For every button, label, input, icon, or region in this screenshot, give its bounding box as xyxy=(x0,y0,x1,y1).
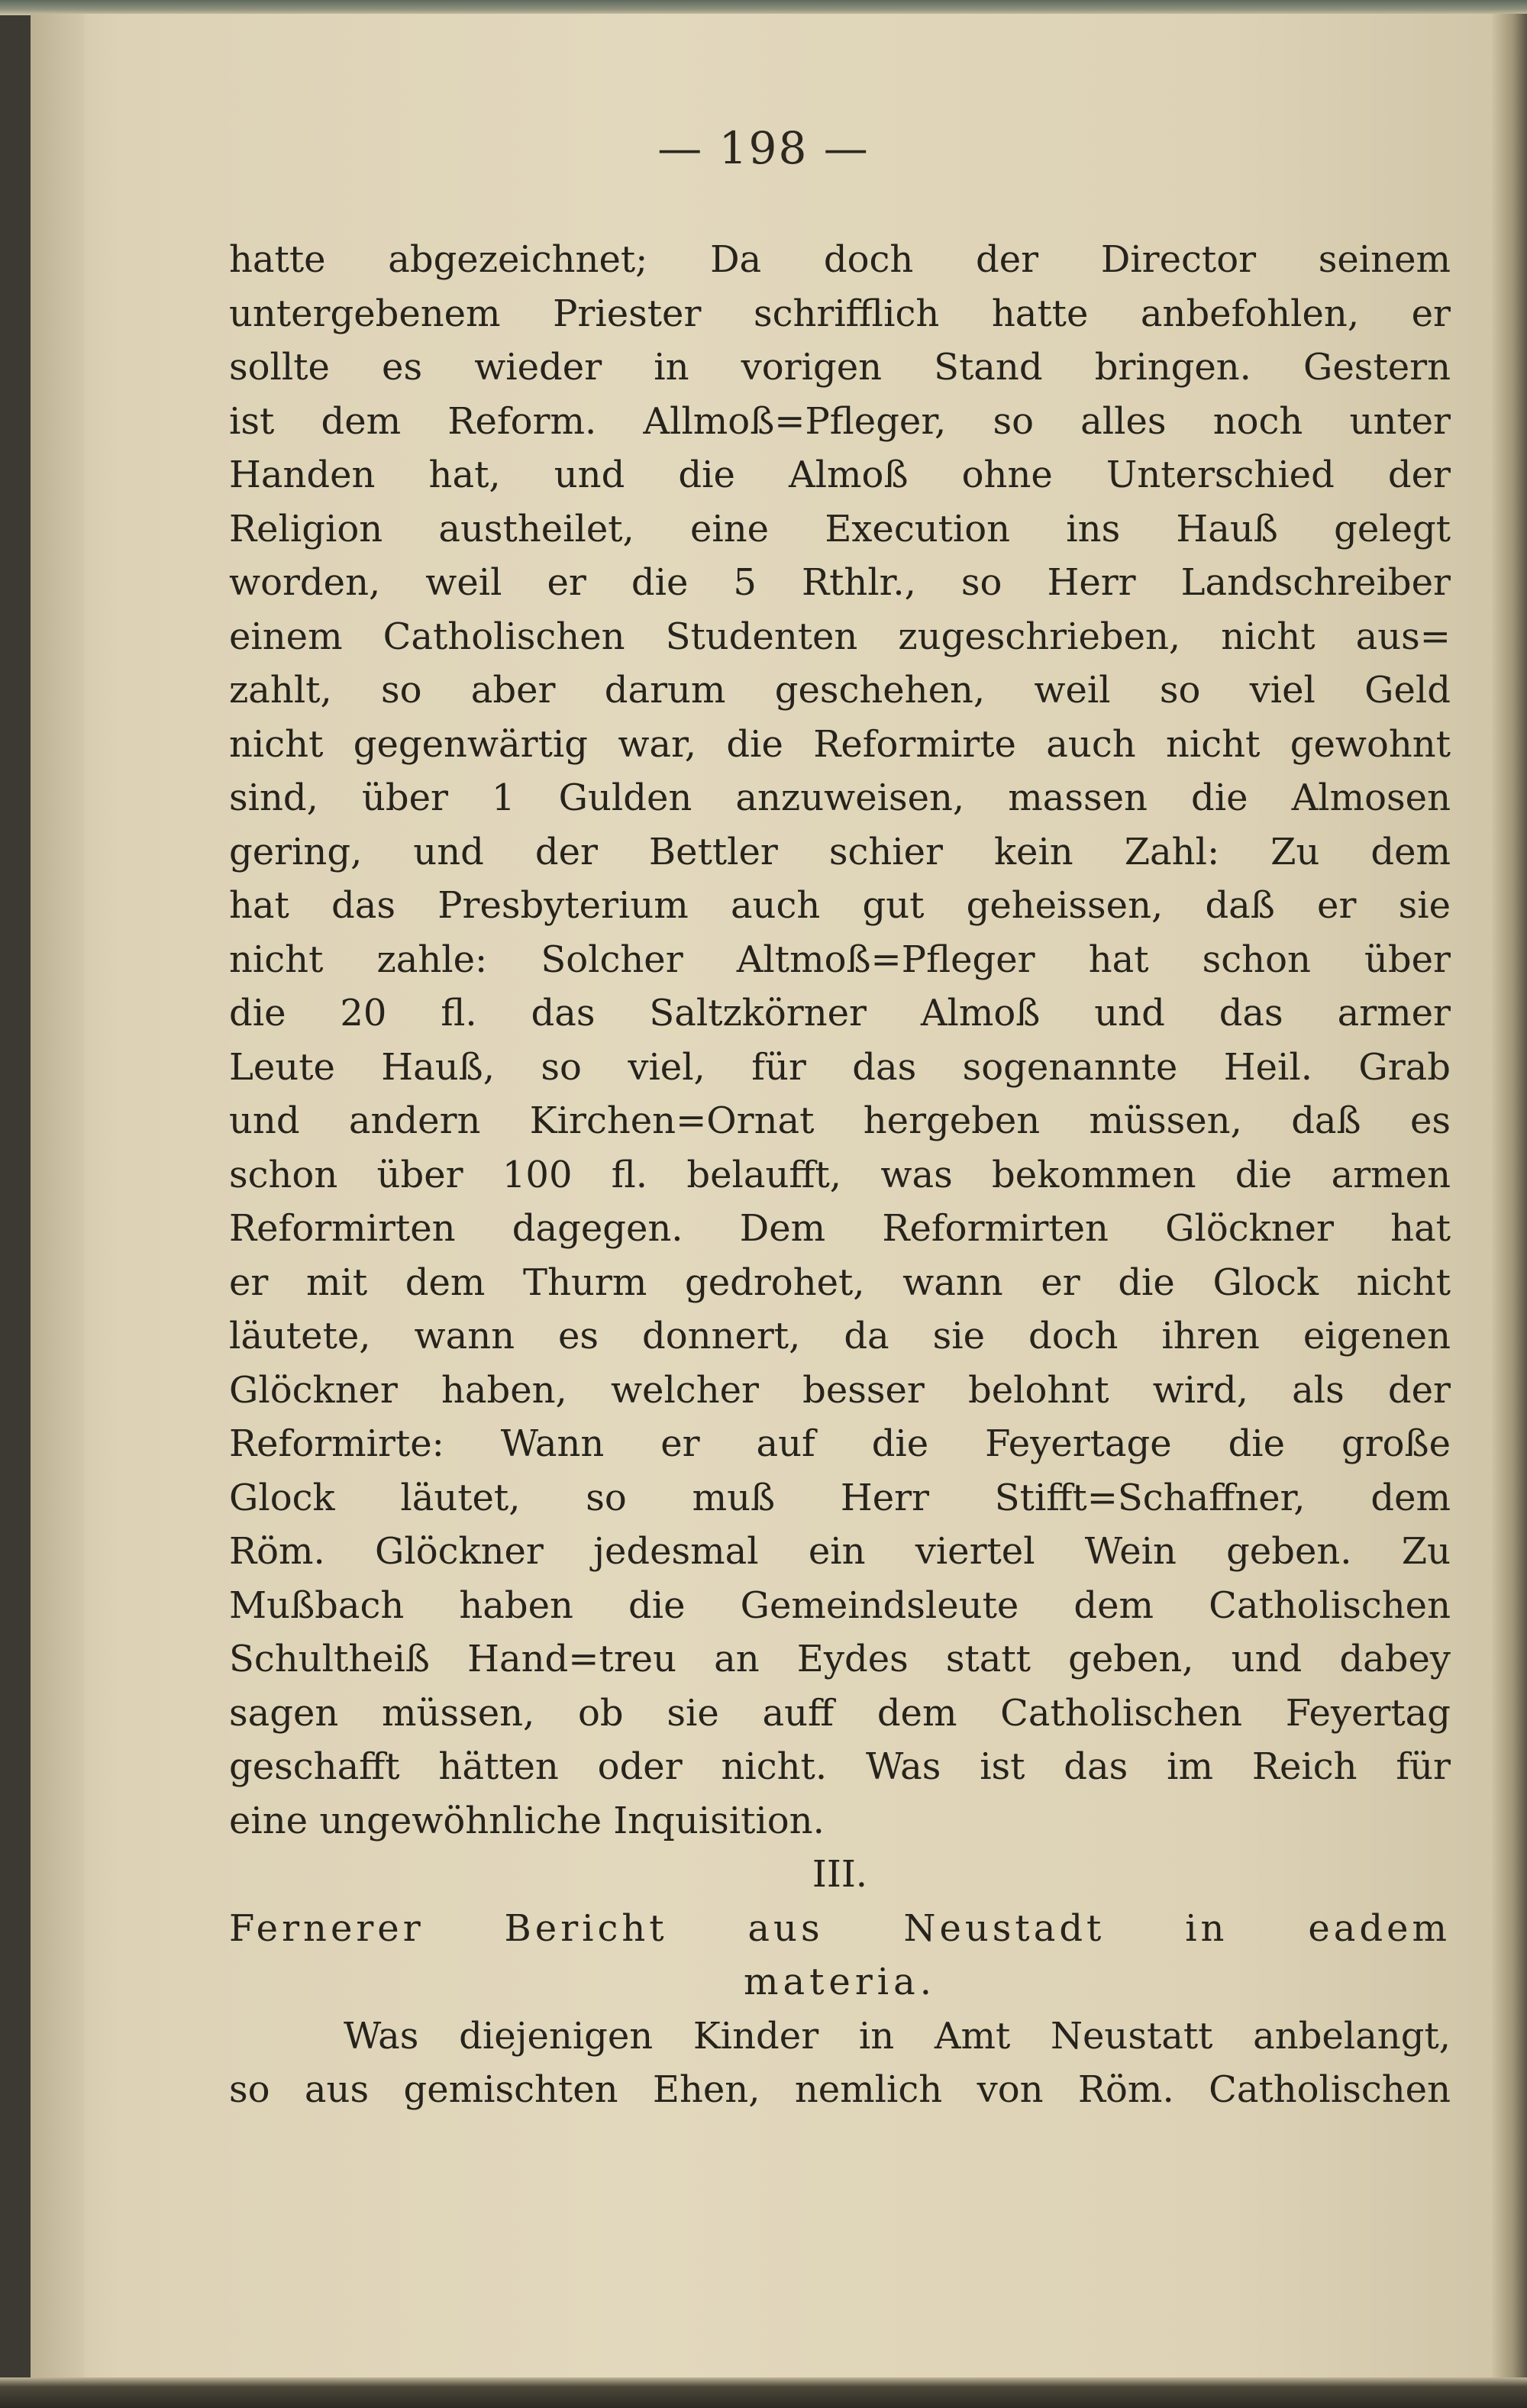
text-line: hatte abgezeichnet; Da doch der Director seinem xyxy=(229,238,1451,281)
page-fore-edge xyxy=(1492,14,1527,2381)
page-gutter xyxy=(31,14,84,2381)
page-number: — 198 — xyxy=(657,122,870,174)
section-numeral: III. xyxy=(812,1853,868,1896)
text-line: zahlt, so aber darum geschehen, weil so viel Geld xyxy=(229,669,1451,712)
text-line: sind, über 1 Gulden anzuweisen, massen die Almosen xyxy=(229,776,1451,819)
text-line: Schultheiß Hand=treu an Eydes statt geben, und dabey xyxy=(229,1638,1451,1680)
section-title-continued: materia. xyxy=(744,1961,936,2003)
text-line: er mit dem Thurm gedrohet, wann er die Glock nicht xyxy=(229,1260,1451,1304)
text-line: Mußbach haben die Gemeindsleute dem Catholischen xyxy=(229,1583,1451,1627)
body-text xyxy=(229,233,1451,2117)
text-line: einem Catholischen Studenten zugeschrieben, nicht aus= xyxy=(229,615,1451,658)
text-line: sollte es wieder in vorigen Stand bringen. Gestern xyxy=(229,346,1451,389)
text-line: ist dem Reform. Allmoß=Pfleger, so alles noch unter xyxy=(229,399,1451,443)
text-line: Röm. Glöckner jedesmal ein viertel Wein geben. Zu xyxy=(229,1530,1451,1573)
text-line: Leute Hauß, so viel, für das sogenannte Heil. Grab xyxy=(229,1045,1451,1089)
page-top-edge xyxy=(0,0,1527,15)
text-line: eine ungewöhnliche Inquisition. xyxy=(229,1799,825,1842)
text-line: läutete, wann es donnert, da sie doch ihren eigenen xyxy=(229,1315,1451,1357)
page-bottom-edge xyxy=(0,2377,1527,2408)
section-title: Fernerer Bericht aus Neustadt in eadem xyxy=(229,1906,1451,1950)
text-line: Reformirte: Wann er auf die Feyertage die große xyxy=(229,1422,1451,1465)
text-line: Glock läutet, so muß Herr Stifft=Schaffner, dem xyxy=(229,1476,1451,1519)
text-line: die 20 fl. das Saltzkörner Almoß und das armer xyxy=(229,992,1451,1035)
text-line: Was diejenigen Kinder in Amt Neustatt anbelangt, xyxy=(344,2014,1451,2058)
text-line: schon über 100 fl. belaufft, was bekommen die armen xyxy=(229,1153,1451,1196)
text-line: nicht gegenwärtig war, die Reformirte auch nicht gewohnt xyxy=(229,722,1451,766)
text-line: Religion austheilet, eine Execution ins Hauß gelegt xyxy=(229,507,1451,550)
text-line: geschafft hätten oder nicht. Was ist das im Reich für xyxy=(229,1745,1451,1788)
text-line: untergebenem Priester schrifflich hatte anbefohlen, er xyxy=(229,292,1451,335)
text-line: sagen müssen, ob sie auff dem Catholischen Feyertag xyxy=(229,1691,1451,1735)
text-line: und andern Kirchen=Ornat hergeben müssen, daß es xyxy=(229,1099,1451,1142)
text-line: worden, weil er die 5 Rthlr., so Herr Landschreiber xyxy=(229,561,1451,604)
text-line: gering, und der Bettler schier kein Zahl: Zu dem xyxy=(229,830,1451,873)
text-line: hat das Presbyterium auch gut geheissen, daß er sie xyxy=(229,884,1451,927)
text-line: so aus gemischten Ehen, nemlich von Röm. Catholischen xyxy=(229,2068,1451,2111)
text-line: Reformirten dagegen. Dem Reformirten Glöckner hat xyxy=(229,1207,1451,1250)
text-line: nicht zahle: Solcher Altmoß=Pfleger hat schon über xyxy=(229,938,1451,981)
text-line: Glöckner haben, welcher besser belohnt wird, als der xyxy=(229,1368,1451,1412)
text-line: Handen hat, und die Almoß ohne Unterschied der xyxy=(229,454,1451,496)
